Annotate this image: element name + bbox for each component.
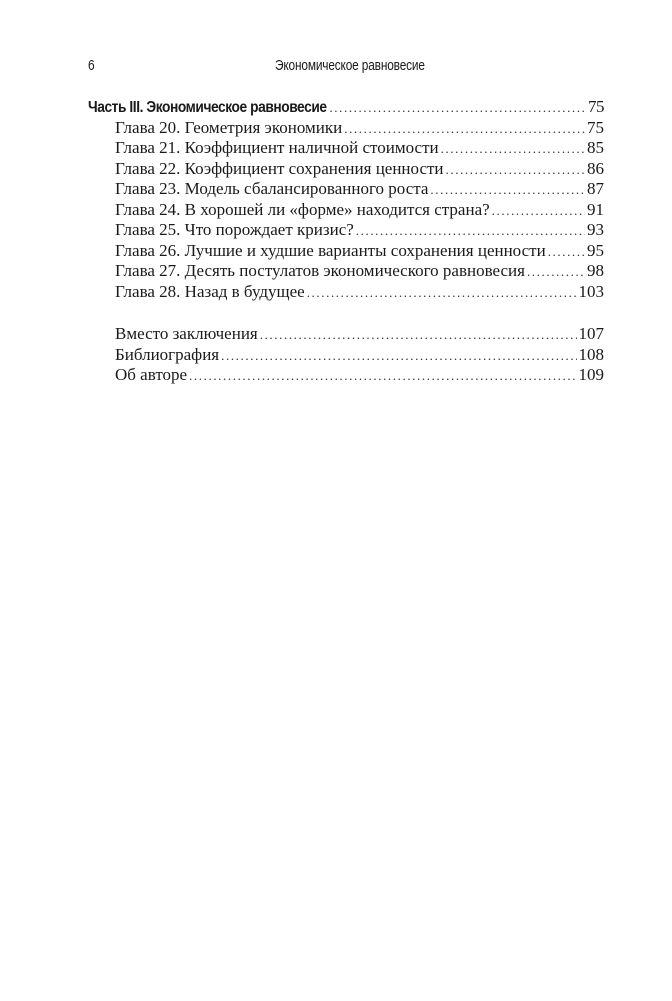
toc-backmatter-entry xyxy=(88,365,604,386)
toc-leader-dots xyxy=(260,325,577,345)
toc-page-number: 93 xyxy=(587,220,604,239)
toc-chapter-label: Глава 25. Что порождает кризис? xyxy=(115,220,354,239)
toc-chapter-entry xyxy=(88,220,604,241)
toc-backmatter-label: Вместо заключения xyxy=(115,324,258,343)
toc-page-number: 85 xyxy=(587,138,604,157)
toc-page-number: 87 xyxy=(587,179,604,198)
toc-backmatter-entry xyxy=(88,324,604,345)
toc-chapter-entry xyxy=(88,241,604,262)
toc-part-label: Часть III. Экономическое равновесие xyxy=(88,99,327,116)
toc-leader-dots xyxy=(492,201,585,221)
toc-chapter-entry xyxy=(88,179,604,200)
toc-leader-dots xyxy=(221,346,576,366)
toc-leader-dots xyxy=(441,139,585,159)
toc-chapter-label: Глава 26. Лучшие и худшие варианты сохранения ценности xyxy=(115,240,546,260)
table-of-contents xyxy=(88,97,604,386)
toc-leader-dots xyxy=(307,283,577,303)
toc-chapter-label: Глава 22. Коэффициент сохранения ценности xyxy=(115,158,444,178)
toc-page-number: 108 xyxy=(578,344,604,364)
toc-leader-dots xyxy=(356,221,585,241)
page-number: 6 xyxy=(88,58,95,74)
toc-page-number: 107 xyxy=(578,324,604,343)
toc-leader-dots xyxy=(548,242,585,262)
toc-backmatter-label: Библиография xyxy=(115,344,220,364)
toc-leader-dots xyxy=(527,262,585,282)
running-title: Экономическое равновесие xyxy=(274,58,425,74)
toc-page-number: 98 xyxy=(587,261,604,280)
toc-chapter-label: Глава 24. В хорошей ли «форме» находится страна? xyxy=(115,199,490,219)
toc-leader-dots xyxy=(446,160,585,180)
toc-leader-dots xyxy=(344,119,585,139)
toc-chapter-label: Глава 21. Коэффициент наличной стоимости xyxy=(115,138,439,157)
toc-chapter-entry xyxy=(88,138,604,159)
toc-leader-dots xyxy=(430,180,585,200)
toc-chapter-label: Глава 20. Геометрия экономики xyxy=(115,117,343,137)
toc-chapter-entry xyxy=(88,200,604,221)
toc-chapter-entry xyxy=(88,282,604,303)
toc-page-number: 75 xyxy=(588,97,604,116)
toc-page-number: 95 xyxy=(587,240,604,260)
toc-chapter-entry xyxy=(88,118,604,139)
section-spacer xyxy=(88,302,604,324)
toc-leader-dots xyxy=(189,366,576,386)
toc-chapter-label: Глава 23. Модель сбалансированного роста xyxy=(115,179,429,198)
toc-chapter-label: Глава 27. Десять постулатов экономического равновесия xyxy=(115,261,525,280)
toc-chapter-entry xyxy=(88,159,604,180)
toc-page-number: 91 xyxy=(587,199,604,219)
toc-page-number: 75 xyxy=(587,117,604,137)
toc-part-entry xyxy=(88,97,604,118)
running-head xyxy=(88,58,601,80)
toc-chapter-entry xyxy=(88,261,604,282)
toc-backmatter-label: Об авторе xyxy=(115,365,188,384)
toc-leader-dots xyxy=(329,98,586,118)
toc-chapter-label: Глава 28. Назад в будущее xyxy=(115,281,305,301)
toc-backmatter-entry xyxy=(88,345,604,366)
toc-page-number: 103 xyxy=(578,281,604,301)
toc-page-number: 109 xyxy=(578,365,604,384)
toc-page-number: 86 xyxy=(587,158,604,178)
